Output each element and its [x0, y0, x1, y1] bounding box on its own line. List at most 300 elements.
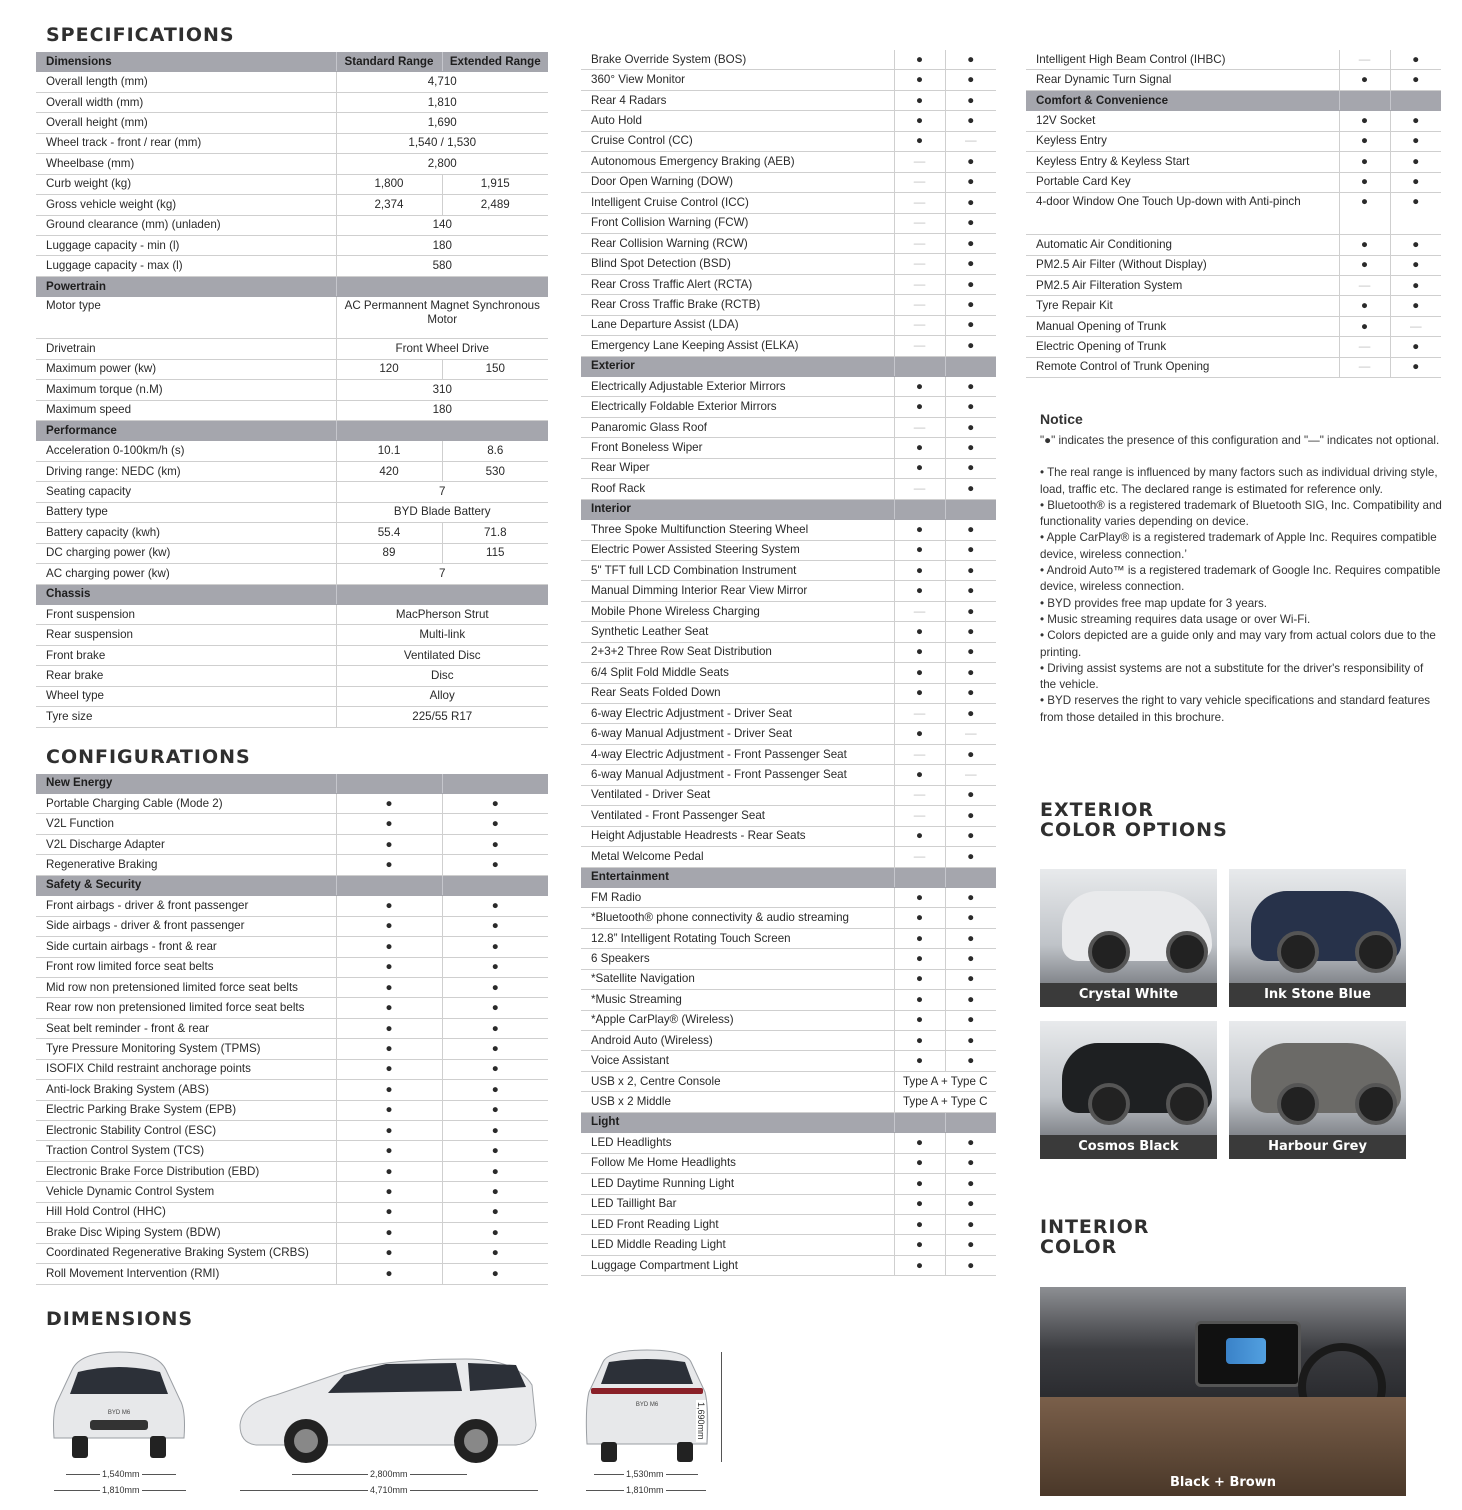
table-row	[36, 441, 548, 461]
row-label: Rear Dynamic Turn Signal	[1026, 70, 1339, 90]
section-title: Entertainment	[581, 867, 894, 887]
row-label: Cruise Control (CC)	[581, 131, 894, 151]
row-value: 7	[336, 564, 548, 584]
row-value: 420	[336, 461, 442, 481]
row-value: ●	[945, 172, 996, 192]
table-row	[36, 1059, 548, 1079]
row-value: ●	[442, 998, 548, 1018]
row-value: ●	[442, 896, 548, 916]
row-value	[945, 499, 996, 519]
row-label: Rear Collision Warning (RCW)	[581, 233, 894, 253]
row-label: Battery capacity (kwh)	[36, 523, 336, 543]
row-label: FM Radio	[581, 887, 894, 907]
interior-color-heading	[1040, 1217, 1149, 1257]
row-value: ●	[442, 916, 548, 936]
table-row	[581, 1153, 996, 1173]
row-label: 360° View Monitor	[581, 70, 894, 90]
table-row	[581, 438, 996, 458]
row-value: ●	[442, 855, 548, 875]
row-label: Follow Me Home Headlights	[581, 1153, 894, 1173]
table-row	[581, 744, 996, 764]
table-row	[581, 663, 996, 683]
row-label: Tyre size	[36, 707, 336, 727]
notice-bullet: • Bluetooth® is a registered trademark of Bluetooth SIG, Inc. Compatibility and functionality varies depending on device.	[1040, 498, 1442, 529]
row-value: MacPherson Strut	[336, 604, 548, 624]
row-value: ●	[442, 814, 548, 834]
row-value: ●	[894, 622, 945, 642]
table-row	[36, 113, 548, 133]
row-value: ●	[1390, 172, 1441, 192]
row-value: —	[894, 601, 945, 621]
row-value: ●	[336, 1264, 442, 1284]
row-value: ●	[945, 704, 996, 724]
table-row	[36, 502, 548, 522]
row-value: ●	[336, 1039, 442, 1059]
row-value	[945, 356, 996, 376]
table-row	[36, 1100, 548, 1120]
row-label: 6-way Manual Adjustment - Driver Seat	[581, 724, 894, 744]
table-row	[36, 937, 548, 957]
row-value: ●	[336, 977, 442, 997]
row-label: Rear suspension	[36, 625, 336, 645]
row-value: ●	[1390, 296, 1441, 316]
row-value: ●	[1339, 316, 1390, 336]
section-header-row	[36, 421, 548, 441]
row-value: ●	[894, 50, 945, 70]
row-value: ●	[336, 1018, 442, 1038]
row-value: ●	[442, 1100, 548, 1120]
row-label: Front brake	[36, 645, 336, 665]
table-row	[1026, 152, 1441, 172]
row-value: ●	[1390, 275, 1441, 295]
table-row	[1026, 357, 1441, 377]
row-label: Curb weight (kg)	[36, 174, 336, 194]
row-label: Wheel type	[36, 686, 336, 706]
row-label: Rear row non pretensioned limited force seat belts	[36, 998, 336, 1018]
row-value: ●	[336, 916, 442, 936]
row-label: Three Spoke Multifunction Steering Wheel	[581, 520, 894, 540]
row-value: ●	[945, 1255, 996, 1275]
row-value	[1339, 90, 1390, 110]
table-row	[581, 826, 996, 846]
row-value: ●	[336, 937, 442, 957]
row-value: ●	[336, 1121, 442, 1141]
row-label: Vehicle Dynamic Control System	[36, 1182, 336, 1202]
row-label: Roll Movement Intervention (RMI)	[36, 1264, 336, 1284]
table-row	[581, 111, 996, 131]
row-value: ●	[894, 131, 945, 151]
table-row	[581, 887, 996, 907]
row-value: ●	[336, 1100, 442, 1120]
section-title: Dimensions	[36, 52, 336, 72]
row-value: ●	[442, 834, 548, 854]
row-label: Anti-lock Braking System (ABS)	[36, 1080, 336, 1100]
row-label: Battery type	[36, 502, 336, 522]
row-value: ●	[894, 1010, 945, 1030]
row-value: 1,915	[442, 174, 548, 194]
table-row	[581, 1133, 996, 1153]
row-label: Maximum speed	[36, 400, 336, 420]
table-row	[581, 1051, 996, 1071]
row-value: ●	[894, 724, 945, 744]
row-value: ●	[1390, 255, 1441, 275]
row-value: ●	[945, 193, 996, 213]
color-name-label: Cosmos Black	[1040, 1135, 1217, 1159]
row-value: ●	[894, 949, 945, 969]
row-value: ●	[894, 765, 945, 785]
row-label: Intelligent Cruise Control (ICC)	[581, 193, 894, 213]
row-value: Type A + Type C	[894, 1092, 996, 1112]
row-value: ●	[336, 1243, 442, 1263]
row-value: ●	[945, 949, 996, 969]
row-value: ●	[336, 1161, 442, 1181]
row-value: ●	[1339, 131, 1390, 151]
row-value: —	[894, 152, 945, 172]
row-label: Brake Override System (BOS)	[581, 50, 894, 70]
infotainment-screen-shape	[1195, 1321, 1301, 1387]
notice-intro: "●" indicates the presence of this configuration and "—" indicates not optional.	[1040, 434, 1440, 447]
table-row	[581, 152, 996, 172]
row-value: ●	[894, 581, 945, 601]
table-row	[36, 215, 548, 235]
table-row	[36, 133, 548, 153]
row-value: ●	[442, 1243, 548, 1263]
section-header-row	[581, 1112, 996, 1132]
row-value: ●	[945, 642, 996, 662]
row-label: Ventilated - Driver Seat	[581, 785, 894, 805]
row-value	[336, 774, 442, 794]
row-label: Remote Control of Trunk Opening	[1026, 357, 1339, 377]
row-value: ●	[894, 683, 945, 703]
row-value: ●	[945, 1174, 996, 1194]
row-value: ●	[945, 540, 996, 560]
car-front-view	[50, 1350, 188, 1462]
notice-bullet: • Colors depicted are a guide only and may vary from actual colors due to the printing.	[1040, 629, 1436, 659]
row-value: ●	[894, 1214, 945, 1234]
row-value: 4,710	[336, 72, 548, 92]
row-value: ●	[945, 1051, 996, 1071]
row-value: 115	[442, 543, 548, 563]
table-row	[581, 642, 996, 662]
row-value: ●	[1339, 235, 1390, 255]
wheel-shape	[1088, 931, 1130, 973]
row-label: Side curtain airbags - front & rear	[36, 937, 336, 957]
notice-bullet: • Android Auto™ is a registered trademark of Google Inc. Requires compatible device, wireless connection.	[1040, 564, 1441, 594]
specifications-heading: SPECIFICATIONS	[46, 24, 235, 46]
row-value: —	[894, 213, 945, 233]
row-label: Gross vehicle weight (kg)	[36, 195, 336, 215]
table-row	[581, 683, 996, 703]
row-label: Rear brake	[36, 666, 336, 686]
row-value: ●	[442, 1141, 548, 1161]
table-row	[36, 1182, 548, 1202]
table-row	[581, 724, 996, 744]
row-label: LED Taillight Bar	[581, 1194, 894, 1214]
table-row	[581, 601, 996, 621]
color-swatch	[1040, 1021, 1217, 1159]
table-row	[581, 50, 996, 70]
table-row	[581, 785, 996, 805]
row-value: ●	[894, 990, 945, 1010]
row-value: —	[894, 704, 945, 724]
row-value: ●	[894, 377, 945, 397]
row-label: Front suspension	[36, 604, 336, 624]
row-value: ●	[442, 1264, 548, 1284]
table-row	[581, 949, 996, 969]
row-label: V2L Function	[36, 814, 336, 834]
row-value: 180	[336, 400, 548, 420]
row-label: ISOFIX Child restraint anchorage points	[36, 1059, 336, 1079]
row-value: ●	[945, 560, 996, 580]
row-value: ●	[945, 254, 996, 274]
row-value	[894, 867, 945, 887]
dimensions-heading: DIMENSIONS	[46, 1308, 194, 1330]
row-value: ●	[894, 1031, 945, 1051]
row-label: Mobile Phone Wireless Charging	[581, 601, 894, 621]
row-value: ●	[945, 581, 996, 601]
row-value: —	[945, 131, 996, 151]
row-label: Auto Hold	[581, 111, 894, 131]
wheel-shape	[1355, 1083, 1397, 1125]
wheel-shape	[1166, 1083, 1208, 1125]
row-label: 4-door Window One Touch Up-down with Anti-pinch	[1026, 193, 1339, 235]
row-value: ●	[1390, 131, 1441, 151]
row-value: 10.1	[336, 441, 442, 461]
row-value: Ventilated Disc	[336, 645, 548, 665]
row-label: Drivetrain	[36, 339, 336, 359]
color-swatch	[1229, 869, 1406, 1007]
table-row	[581, 765, 996, 785]
table-row	[36, 1223, 548, 1243]
table-row	[36, 92, 548, 112]
row-value: ●	[336, 1223, 442, 1243]
row-label: Automatic Air Conditioning	[1026, 235, 1339, 255]
row-value: 580	[336, 256, 548, 276]
row-label: 12V Socket	[1026, 111, 1339, 131]
row-label: Wheel track - front / rear (mm)	[36, 133, 336, 153]
row-value	[336, 584, 548, 604]
table-row	[581, 1214, 996, 1234]
table-row	[1026, 316, 1441, 336]
row-label: Electrically Adjustable Exterior Mirrors	[581, 377, 894, 397]
row-label: Keyless Entry	[1026, 131, 1339, 151]
row-label: LED Front Reading Light	[581, 1214, 894, 1234]
row-label: Portable Card Key	[1026, 172, 1339, 192]
row-value: ●	[894, 908, 945, 928]
section-title: Chassis	[36, 584, 336, 604]
row-label: Front Collision Warning (FCW)	[581, 213, 894, 233]
wheelbase-label: 2,800mm	[370, 1469, 408, 1479]
table-row	[36, 814, 548, 834]
row-value: ●	[945, 213, 996, 233]
table-row	[36, 1039, 548, 1059]
row-label: LED Headlights	[581, 1133, 894, 1153]
table-row	[581, 336, 996, 356]
row-value: ●	[442, 1039, 548, 1059]
row-label: Luggage Compartment Light	[581, 1255, 894, 1275]
table-row	[1026, 193, 1441, 235]
table-row	[581, 908, 996, 928]
row-value: ●	[1339, 70, 1390, 90]
row-value: ●	[945, 458, 996, 478]
table-row	[36, 686, 548, 706]
row-value: ●	[894, 458, 945, 478]
row-label: LED Middle Reading Light	[581, 1235, 894, 1255]
row-label: Ground clearance (mm) (unladen)	[36, 215, 336, 235]
row-value: 150	[442, 359, 548, 379]
row-value: ●	[945, 826, 996, 846]
section-title: Interior	[581, 499, 894, 519]
front-track-label: 1,540mm	[102, 1469, 140, 1479]
row-value: ●	[945, 438, 996, 458]
section-header-row	[581, 499, 996, 519]
table-row	[36, 1018, 548, 1038]
row-value	[442, 774, 548, 794]
configurations-table-right	[1026, 50, 1441, 378]
row-value: 2,374	[336, 195, 442, 215]
row-value	[1390, 90, 1441, 110]
configurations-table-left	[36, 774, 548, 1285]
section-header-row	[36, 774, 548, 794]
color-swatch	[1229, 1021, 1406, 1159]
row-label: Rear Cross Traffic Brake (RCTB)	[581, 295, 894, 315]
row-label: Ventilated - Front Passenger Seat	[581, 806, 894, 826]
table-row	[581, 581, 996, 601]
table-row	[581, 193, 996, 213]
row-label: Manual Opening of Trunk	[1026, 316, 1339, 336]
table-row	[36, 957, 548, 977]
row-value: ●	[336, 1059, 442, 1079]
row-value: 2,800	[336, 154, 548, 174]
row-value: ●	[945, 785, 996, 805]
table-row	[36, 195, 548, 215]
row-label: Overall width (mm)	[36, 92, 336, 112]
table-row	[581, 560, 996, 580]
table-row	[581, 928, 996, 948]
table-row	[581, 213, 996, 233]
length-label: 4,710mm	[370, 1485, 408, 1495]
row-value: —	[894, 479, 945, 499]
table-row	[1026, 70, 1441, 90]
row-value: ●	[1339, 172, 1390, 192]
row-value: ●	[336, 1202, 442, 1222]
row-value: 2,489	[442, 195, 548, 215]
row-value: ●	[1390, 235, 1441, 255]
notice-bullets	[1040, 465, 1442, 726]
row-value: ●	[894, 397, 945, 417]
row-label: Seating capacity	[36, 482, 336, 502]
row-value: ●	[945, 928, 996, 948]
row-value: ●	[945, 969, 996, 989]
row-value: AC Permannent Magnet Synchronous Motor	[336, 297, 548, 339]
row-value: ●	[1390, 50, 1441, 70]
row-label: Rear 4 Radars	[581, 90, 894, 110]
table-row	[36, 256, 548, 276]
row-label: Metal Welcome Pedal	[581, 847, 894, 867]
row-label: Seat belt reminder - front & rear	[36, 1018, 336, 1038]
row-value: ●	[894, 1255, 945, 1275]
row-value	[336, 421, 548, 441]
row-value: ●	[1339, 111, 1390, 131]
table-row	[581, 704, 996, 724]
table-row	[36, 1243, 548, 1263]
row-value: ●	[894, 1133, 945, 1153]
row-label: 2+3+2 Three Row Seat Distribution	[581, 642, 894, 662]
section-header-row	[36, 52, 548, 72]
row-label: Door Open Warning (DOW)	[581, 172, 894, 192]
row-value: ●	[1390, 337, 1441, 357]
row-value: ●	[945, 295, 996, 315]
row-label: 6 Speakers	[581, 949, 894, 969]
row-value: —	[894, 744, 945, 764]
row-value: 71.8	[442, 523, 548, 543]
row-label: Maximum power (kw)	[36, 359, 336, 379]
table-row	[36, 707, 548, 727]
configurations-heading: CONFIGURATIONS	[46, 745, 251, 768]
row-value: 55.4	[336, 523, 442, 543]
table-row	[581, 622, 996, 642]
table-row	[581, 1174, 996, 1194]
row-value: —	[945, 724, 996, 744]
table-row	[581, 458, 996, 478]
row-value: ●	[945, 744, 996, 764]
row-value: 140	[336, 215, 548, 235]
row-value: ●	[945, 274, 996, 294]
notice-bullet: • BYD reserves the right to vary vehicle specifications and standard features from those detailed in this brochure.	[1040, 694, 1431, 724]
table-row	[581, 233, 996, 253]
row-value	[894, 356, 945, 376]
table-row	[1026, 235, 1441, 255]
notice-bullet: • Music streaming requires data usage or over Wi-Fi.	[1040, 612, 1311, 626]
table-row	[36, 604, 548, 624]
row-value: —	[945, 765, 996, 785]
row-label: Overall length (mm)	[36, 72, 336, 92]
interior-color-image	[1040, 1287, 1406, 1496]
table-row	[36, 1121, 548, 1141]
wheel-shape	[1277, 1083, 1319, 1125]
table-row	[1026, 172, 1441, 192]
notice-bullet: • Driving assist systems are not a substitute for the driver's responsibility of the vehicle.	[1040, 661, 1424, 692]
row-value	[442, 875, 548, 895]
row-label: Tyre Pressure Monitoring System (TPMS)	[36, 1039, 336, 1059]
table-row	[581, 90, 996, 110]
row-value: —	[1339, 50, 1390, 70]
row-value: ●	[1390, 111, 1441, 131]
row-value: ●	[945, 377, 996, 397]
table-row	[581, 417, 996, 437]
table-row	[36, 339, 548, 359]
row-value: ●	[894, 663, 945, 683]
row-value	[945, 867, 996, 887]
table-row	[36, 977, 548, 997]
exterior-heading-line2: COLOR OPTIONS	[1040, 819, 1228, 841]
row-value: —	[1339, 275, 1390, 295]
row-value: ●	[945, 622, 996, 642]
section-header-row	[36, 875, 548, 895]
row-value: ●	[442, 1121, 548, 1141]
car-rear-view	[583, 1348, 711, 1464]
row-value: Front Wheel Drive	[336, 339, 548, 359]
table-row	[36, 916, 548, 936]
table-row	[1026, 275, 1441, 295]
section-title: Safety & Security	[36, 875, 336, 895]
row-value: ●	[945, 315, 996, 335]
row-value	[894, 1112, 945, 1132]
row-label: Synthetic Leather Seat	[581, 622, 894, 642]
table-row	[36, 1141, 548, 1161]
row-label: V2L Discharge Adapter	[36, 834, 336, 854]
row-value: 89	[336, 543, 442, 563]
